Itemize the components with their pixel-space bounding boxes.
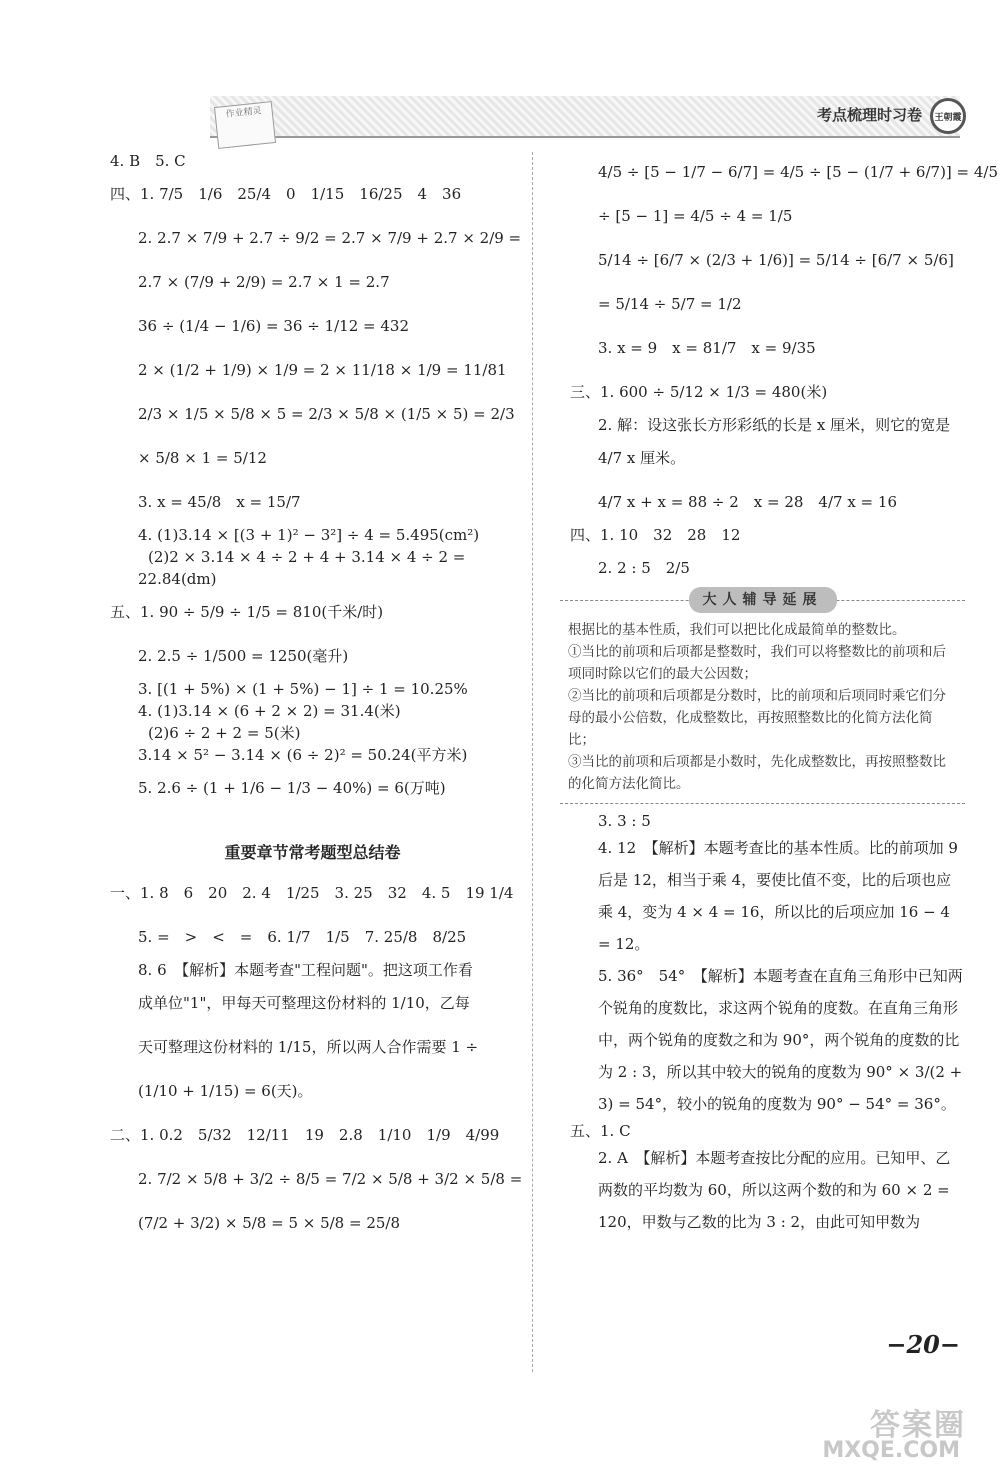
watermark-url: MXQE.COM <box>822 1438 960 1463</box>
answer-list-right <box>570 150 999 590</box>
answer-line: 五、1. 90 ÷ 5/9 ÷ 1/5 = 810(千米/时) <box>110 603 384 621</box>
answer-line: 3. [(1 + 5%) × (1 + 5%) − 1] ÷ 1 = 10.25% <box>138 680 468 698</box>
answer-line: 3.14 × 5² − 3.14 × (6 ÷ 2)² = 50.24(平方米) <box>138 746 468 764</box>
column-divider <box>532 152 533 1372</box>
answer-line: 三、1. 600 ÷ 5/12 × 1/3 = 480(米) <box>570 383 828 401</box>
answer-line: × 5/8 × 1 = 5/12 <box>138 449 267 467</box>
answer-line: 四、1. 7/5 1/6 25/4 0 1/15 16/25 4 36 <box>110 185 462 203</box>
answer-line: 四、1. 10 32 28 12 <box>570 526 741 544</box>
tip-line: ②当比的前项和后项都是分数时，比的前项和后项同时乘它们分母的最小公倍数，化成整数比，再按照整数比的化简方法化简比； <box>568 688 946 748</box>
header-title: 考点梳理时习卷 <box>816 106 922 124</box>
answer-line: 2/3 × 1/5 × 5/8 × 5 = 2/3 × 5/8 × (1/5 × 5) = 2/3 <box>138 405 515 423</box>
tip-line: ①当比的前项和后项都是整数时，我们可以将整数比的前项和后项同时除以它们的最大公因数； <box>568 644 946 682</box>
answer-line: 二、1. 0.2 5/32 12/11 19 2.8 1/10 1/9 4/99 <box>110 1126 500 1144</box>
brand-logo: 王朝霞 <box>930 98 966 134</box>
answer-line: 4/7 x 厘米。 <box>598 449 686 467</box>
section-title: 重要章节常考题型总结卷 <box>224 843 401 862</box>
answer-line: 3. 3 : 5 <box>598 812 651 830</box>
answer-list-right-2 <box>570 810 965 1238</box>
answer-line: 五、1. C <box>570 1122 631 1140</box>
tip-box <box>560 592 965 804</box>
answer-line: (1/10 + 1/15) = 6(天)。 <box>138 1082 313 1100</box>
answer-line: 5. 2.6 ÷ (1 + 1/6 − 1/3 − 40%) = 6(万吨) <box>138 779 446 797</box>
answer-line: 2.7 × (7/9 + 2/9) = 2.7 × 1 = 2.7 <box>138 273 390 291</box>
answer-line: 8. 6 【解析】本题考查"工程问题"。把这项工作看 <box>138 961 473 979</box>
answer-line: 4. (1)3.14 × (6 + 2 × 2) = 31.4(米) <box>138 702 401 720</box>
tip-box-title: 大人辅导延展 <box>689 587 837 613</box>
answer-line: 成单位"1"，甲每天可整理这份材料的 1/10，乙每 <box>138 994 470 1012</box>
right-column <box>568 150 999 1238</box>
answer-line: 5. 36° 54° 【解析】本题考查在直角三角形中已知两个锐角的度数比，求这两个锐角的度数。在直角三角形中，两个锐角的度数之和为 90°，两个锐角的度数的比为 2 : 3，所以其中较大的锐角的度数为 90° × 3/(2 + 3) = 54°，较小的锐角的度数为 90° − 54° = 36°。 <box>598 967 963 1113</box>
answer-line: (2)6 ÷ 2 + 2 = 5(米) <box>148 724 301 742</box>
answer-line: 36 ÷ (1/4 − 1/6) = 36 ÷ 1/12 = 432 <box>138 317 409 335</box>
answer-line: ÷ [5 − 1] = 4/5 ÷ 4 = 1/5 <box>598 207 793 225</box>
answer-line: 2. 2 : 5 2/5 <box>598 559 690 577</box>
header-stamp: 作业精灵 <box>214 101 276 149</box>
tip-box-body <box>568 619 957 795</box>
watermark: 答案圈 <box>870 1408 966 1443</box>
answer-line: 4. (1)3.14 × [(3 + 1)² − 3²] ÷ 4 = 5.495(cm²) <box>138 526 480 544</box>
answer-line: 5/14 ÷ [6/7 × (2/3 + 1/6)] = 5/14 ÷ [6/7 × 5/6] <box>598 251 954 269</box>
answer-line: 4/7 x + x = 88 ÷ 2 x = 28 4/7 x = 16 <box>598 493 897 511</box>
answer-line: 2. 2.7 × 7/9 + 2.7 ÷ 9/2 = 2.7 × 7/9 + 2.7 × 2/9 = <box>138 229 522 247</box>
answer-line: 5. = > < = 6. 1/7 1/5 7. 25/8 8/25 <box>138 928 467 946</box>
answer-line: (2)2 × 3.14 × 4 ÷ 2 + 4 + 3.14 × 4 ÷ 2 = <box>148 548 466 566</box>
answer-line: 3. x = 45/8 x = 15/7 <box>138 493 301 511</box>
page-number: −20− <box>886 1330 960 1359</box>
answer-line: 2. A 【解析】本题考查按比分配的应用。已知甲、乙两数的平均数为 60，所以这两个数的和为 60 × 2 = 120，甲数与乙数的比为 3 : 2，由此可知甲数为 <box>598 1149 951 1231</box>
tip-line: 根据比的基本性质，我们可以把比化成最简单的整数比。 <box>568 622 906 638</box>
tip-line: ③当比的前项和后项都是小数时，先化成整数比，再按照整数比的化简方法化简比。 <box>568 754 946 792</box>
answer-line: 2. 7/2 × 5/8 + 3/2 ÷ 8/5 = 7/2 × 5/8 + 3/2 × 5/8 = <box>138 1170 523 1188</box>
answer-line: 2 × (1/2 + 1/9) × 1/9 = 2 × 11/18 × 1/9 = 11/81 <box>138 361 507 379</box>
answer-line: 4/5 ÷ [5 − 1/7 − 6/7] = 4/5 ÷ [5 − (1/7 + 6/7)] = 4/5 <box>598 163 999 181</box>
answer-line: 4. 12 【解析】本题考查比的基本性质。比的前项加 9 后是 12，相当于乘 4，要使比值不变，比的后项也应乘 4，变为 4 × 4 = 16，所以比的后项应加 16 − 4 = 12。 <box>598 839 958 953</box>
answer-list-left-2 <box>110 871 523 1245</box>
answer-line: 2. 2.5 ÷ 1/500 = 1250(毫升) <box>138 647 349 665</box>
answer-line: 天可整理这份材料的 1/15，所以两人合作需要 1 ÷ <box>138 1038 479 1056</box>
answer-line: 4. B 5. C <box>110 152 186 170</box>
answer-line: 22.84(dm) <box>138 570 217 588</box>
answer-line: 2. 解：设这张长方形彩纸的长是 x 厘米，则它的宽是 <box>598 416 951 434</box>
answer-list-left <box>110 150 522 810</box>
answer-line: (7/2 + 3/2) × 5/8 = 5 × 5/8 = 25/8 <box>138 1214 401 1232</box>
left-column <box>110 150 523 1245</box>
answer-line: = 5/14 ÷ 5/7 = 1/2 <box>598 295 742 313</box>
answer-line: 一、1. 8 6 20 2. 4 1/25 3. 25 32 4. 5 19 1/4 <box>110 884 514 902</box>
answer-line: 3. x = 9 x = 81/7 x = 9/35 <box>598 339 816 357</box>
